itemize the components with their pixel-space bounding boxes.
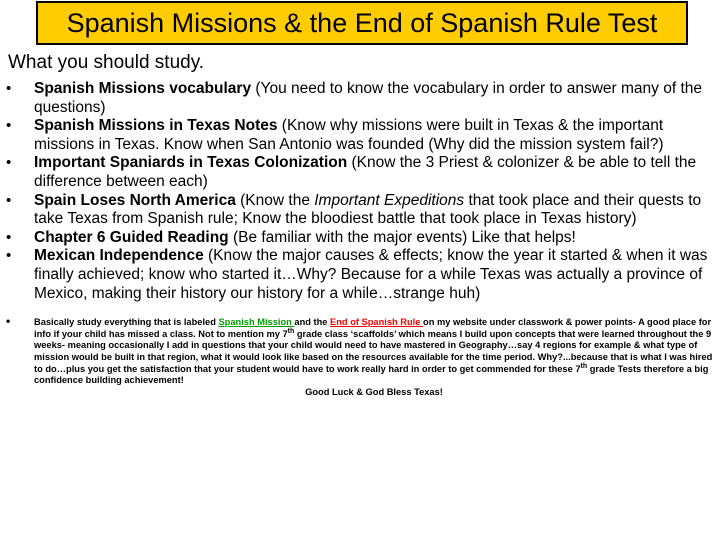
bullet-icon: • [6,117,12,135]
note-text: on my website under classwork & power points- A good place for info if your child has missed a class. Not to mention my 7 [34,317,712,339]
bullet-icon: • [6,247,12,265]
bullet-icon: • [6,228,12,246]
item-topic: Spanish Missions vocabulary [34,80,252,97]
closing-line: Good Luck & God Bless Texas! [305,386,443,397]
note-text: Basically study everything that is labeled [34,317,219,328]
spanish-mission-link[interactable]: Spanish Mission [218,317,295,328]
item-topic: Important Spaniards in Texas Colonization [34,154,348,172]
note-text: grade class ‘scaffolds’ which means I build upon concepts that were learned throughout the 9 weeks- meaning occasionally I add in questions that your child would need to have mastered in Geography…say 4 regions for example & what type of mission would be built in that region, what it would look like based on the resources available for the time period. Why?...because that is what I was hired to do…plus you get the satisfaction that your student would have to work really hard in order to get commended for these 7 [34,328,713,374]
item-detail: (Know the major causes & effects; know the year it started & when it was finally achieved; know who started it…Why? Because for a while Texas was actually a province of Mexico, making their history our history for a while…strange huh) [34,247,708,302]
list-item [6,154,714,191]
list-item [6,192,714,229]
item-detail: (Know why missions were built in Texas & the important missions in Texas. Know when San Antonio was founded (Why did the mission system fail?) [34,117,664,153]
item-detail: (You need to know the vocabulary in order to answer many of the questions) [34,80,702,116]
list-item [6,117,714,154]
bullet-icon: • [6,314,11,329]
study-heading: What you should study. [8,52,205,73]
item-detail: (Know the [235,191,315,209]
item-topic: Spanish Missions in Texas Notes [34,117,278,135]
title-banner [36,1,688,45]
item-detail: (Know the 3 Priest & colonizer & be able to tell the difference between each) [34,154,697,190]
item-topic: Chapter 6 Guided Reading [34,228,229,246]
list-item [6,229,714,248]
page-title: Spanish Missions & the End of Spanish Rule Test [66,7,658,38]
item-topic: Spain Loses North America [34,191,236,209]
list-item [6,80,714,117]
item-topic: Mexican Independence [34,247,204,265]
superscript: th [287,327,295,335]
bullet-icon: • [6,154,12,172]
item-italic: Important Expeditions [314,191,465,209]
bullet-icon: • [6,80,12,97]
item-detail: that took place and their quests to take Texas from Spanish rule; Know the bloodiest battle that took place in Texas history) [34,191,702,228]
teacher-note [6,314,714,398]
list-item [6,247,714,303]
item-detail: (Be familiar with the major events) Like that helps! [228,228,576,246]
note-text: grade Tests therefore a big confidence building achievement! [34,363,709,386]
superscript: th [580,362,588,370]
end-of-spanish-rule-link[interactable]: End of Spanish Rule [330,317,424,328]
bullet-icon: • [6,191,12,209]
study-list [6,80,714,398]
note-text: and the [294,317,331,328]
